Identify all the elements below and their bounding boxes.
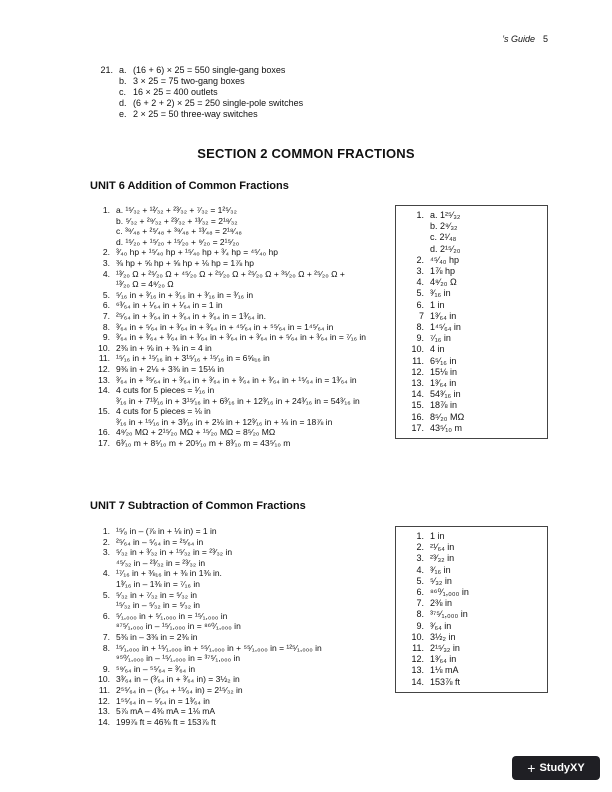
solution-row bbox=[90, 438, 366, 449]
solution-row bbox=[90, 237, 366, 248]
item-number: 11. bbox=[98, 353, 110, 364]
item-text: 1 in bbox=[430, 299, 445, 310]
item-number: 14. bbox=[411, 389, 424, 400]
item-number: 6. bbox=[416, 587, 424, 598]
answer-row bbox=[404, 277, 547, 288]
item-number: 13. bbox=[411, 378, 424, 389]
item-text: 54³⁄₁₆ in bbox=[430, 389, 461, 400]
item-number bbox=[90, 579, 116, 590]
item-number: 9. bbox=[416, 333, 424, 344]
item-text: 4⁸⁄₂₀ Ω bbox=[430, 277, 457, 288]
item-number: 1. bbox=[102, 205, 110, 215]
item-number: 14. bbox=[98, 716, 110, 727]
item-text: ⁸⁶⁰⁄₁,₀₀₀ in bbox=[430, 587, 469, 598]
answer-row bbox=[404, 389, 547, 400]
item-text: ⁵⁄₁,₀₀₀ in + ⁵⁄₁,₀₀₀ in = ¹⁵⁄₁,₀₀₀ in bbox=[116, 610, 228, 621]
item-number: 5. bbox=[416, 288, 424, 299]
item-number: 4. bbox=[416, 277, 424, 288]
item-text: 9⅜ in + 2⅛ + 3⅜ in = 15⅛ in bbox=[116, 363, 224, 374]
item-number: 5. bbox=[102, 589, 110, 600]
solution-row bbox=[90, 385, 366, 396]
item-text: ⁶³⁄₆₄ in + ¹⁄₆₄ in + ¹⁄₆₄ in = 1 in bbox=[116, 300, 223, 311]
answer-row bbox=[404, 576, 547, 587]
item-text: a. ¹⁵⁄₃₂ + ¹²⁄₃₂ + ²³⁄₃₂ + ⁷⁄₃₂ = 1²⁵⁄₃₂ bbox=[116, 205, 237, 215]
item-text: b. ⁵⁄₃₂ + ²⁹⁄₃₂ + ²³⁄₃₂ + ¹³⁄₃₂ = 2¹⁸⁄₃₂ bbox=[116, 215, 238, 226]
solution-row bbox=[90, 269, 366, 280]
unit6-answer-box bbox=[395, 205, 548, 439]
answer-row bbox=[404, 565, 547, 576]
item-number: 13. bbox=[411, 665, 424, 676]
item-letter: c. bbox=[119, 87, 127, 97]
header-title: ’s Guide bbox=[502, 34, 535, 44]
solution-row bbox=[90, 547, 322, 558]
item-number bbox=[90, 621, 116, 632]
item-text: 1⅛ mA bbox=[430, 665, 459, 676]
item-text: a. 1²⁵⁄₃₂ bbox=[430, 210, 461, 220]
item-text: ⁵⁹⁄₆₄ in – ⁵⁵⁄₆₄ = ³⁄₆₄ in bbox=[116, 663, 196, 674]
item-number: 6. bbox=[102, 610, 110, 621]
answer-row bbox=[404, 587, 547, 598]
item-text: c. ³⁹⁄₄₈ + ²⁵⁄₄₈ + ³⁹⁄₄₈ + ¹³⁄₄₈ = 2¹⁸⁄₄₈ bbox=[116, 226, 242, 237]
solution-row bbox=[90, 417, 366, 428]
item-text: d. ¹⁵⁄₂₀ + ¹⁵⁄₂₀ + ¹⁵⁄₂₀ + ⁹⁄₂₀ = 2¹⁵⁄₂₀ bbox=[116, 236, 240, 247]
item-number bbox=[90, 76, 119, 87]
item-number bbox=[90, 600, 116, 611]
item-text: ⁹⁵⁰⁄₁,₀₀₀ in – ¹⁵⁄₁,₀₀₀ in = ³⁷⁵⁄₁,₀₀₀ in bbox=[116, 653, 241, 664]
item-text: ¹⁵⁄₁₆ in + ¹⁵⁄₁₆ in + 3¹⁵⁄₁₆ + ¹⁵⁄₁₆ in = 6⅝₁₆ in bbox=[116, 353, 270, 364]
answer-row bbox=[404, 632, 547, 643]
answer-row bbox=[404, 412, 547, 423]
answer-row bbox=[404, 344, 547, 355]
solution-row bbox=[90, 643, 322, 654]
item-text: ¹⁵⁄₃₂ in – ⁵⁄₃₂ in = ⁵⁄₃₂ in bbox=[116, 600, 201, 611]
item-text: 16 × 25 = 400 outlets bbox=[133, 87, 218, 97]
item-number: 15. bbox=[411, 400, 424, 411]
item-number: 5. bbox=[416, 575, 424, 586]
item-number: 11. bbox=[412, 355, 424, 366]
item-number: 2. bbox=[102, 247, 110, 258]
solution-row bbox=[90, 590, 322, 601]
item-number bbox=[90, 653, 116, 664]
item-letter: e. bbox=[119, 109, 127, 119]
item-number: 14. bbox=[98, 385, 110, 396]
item-number: 9. bbox=[102, 332, 110, 343]
item-number bbox=[404, 232, 430, 243]
running-header bbox=[502, 34, 548, 44]
answer-row bbox=[404, 542, 547, 553]
item-text: 1³⁄₆₄ in bbox=[430, 654, 457, 665]
plus-icon: + bbox=[527, 760, 536, 776]
item-number: 6. bbox=[102, 300, 110, 311]
item-number: 9. bbox=[416, 620, 424, 631]
item-letter: b. bbox=[119, 76, 127, 86]
answer-row bbox=[404, 232, 547, 243]
item-text: 1⅞ hp bbox=[430, 266, 456, 277]
item-number: 1. bbox=[102, 526, 110, 536]
answer-row bbox=[404, 244, 547, 255]
item-text: ²³⁄₃₂ in bbox=[430, 553, 455, 564]
item-number: 7. bbox=[102, 310, 110, 321]
answer-row bbox=[404, 356, 547, 367]
item-text: 3³⁄₆₄ in – (³⁄₆₄ in + ³⁄₆₄ in) = 3½₂ in bbox=[116, 674, 240, 685]
solution-row bbox=[90, 717, 322, 728]
solution-row bbox=[90, 558, 322, 569]
solution-row bbox=[90, 279, 366, 290]
item-text: 1 in bbox=[430, 531, 445, 541]
item-text: ⁴⁵⁄₄₀ hp bbox=[430, 254, 460, 265]
item-text: ³⁄₆₄ in + ³⁄₆₄ + ³⁄₆₄ in + ³⁄₆₄ in + ³⁄₆₄ in + ³⁄₆₄ in + ⁵⁄₆₄ in + ³⁄₆₄ in = ⁷⁄₁₆ in bbox=[116, 332, 366, 343]
solution-row bbox=[90, 247, 366, 258]
item-number bbox=[90, 109, 119, 120]
problem-21-row bbox=[90, 65, 303, 76]
item-text: ²⁵⁄₆₄ in – ⁵⁄₆₄ in = ²⁵⁄₆₄ in bbox=[116, 536, 204, 547]
item-text: ³⁄₁₆ in + 7¹³⁄₁₆ in + 3¹⁵⁄₁₆ in + 6³⁄₁₆ in + 12³⁄₁₆ in + 24³⁄₁₆ in = 54³⁄₁₆ in bbox=[116, 395, 360, 406]
answer-row bbox=[404, 288, 547, 299]
item-text: 5⅞ mA – 4⅜ mA = 1⅛ mA bbox=[116, 706, 215, 717]
item-number bbox=[404, 244, 430, 255]
unit7-solutions bbox=[90, 526, 322, 727]
answer-row bbox=[404, 311, 547, 322]
item-number: 9. bbox=[102, 663, 110, 674]
problem-21-row bbox=[90, 87, 303, 98]
item-text: 18⅞ in bbox=[430, 400, 458, 411]
answer-row bbox=[404, 300, 547, 311]
item-text: d. 2¹⁵⁄₂₀ bbox=[430, 243, 461, 254]
answer-row bbox=[404, 643, 547, 654]
solution-row bbox=[90, 406, 366, 417]
item-text: 2¹⁵⁄₃₂ in bbox=[430, 643, 460, 654]
item-text: ³⁄₄₀ hp + ¹⁵⁄₄₀ hp + ¹⁵⁄₄₀ hp + ³⁄₄ hp = ⁴⁵⁄₄₀ hp bbox=[116, 247, 278, 258]
item-text: ²⁵⁄₆₄ in + ³⁄₆₄ in + ³⁄₆₄ in + ³⁄₆₄ in = 1³⁄₆₄ in. bbox=[116, 310, 266, 321]
item-text: ⁴⁵⁄₃₂ in – ²³⁄₃₂ in = ²³⁄₃₂ in bbox=[116, 557, 206, 568]
solution-row bbox=[90, 674, 322, 685]
answer-row bbox=[404, 677, 547, 688]
item-text: 1³⁄₁₆ in – 1⅜ in = ⁷⁄₁₆ in bbox=[116, 578, 200, 589]
item-number bbox=[90, 237, 116, 248]
solution-row bbox=[90, 696, 322, 707]
solution-row bbox=[90, 611, 322, 622]
item-number: 13. bbox=[98, 374, 110, 385]
item-number: 12. bbox=[411, 654, 424, 665]
item-text: ⁵⁄₃₂ in + ⁷⁄₃₂ in = ⁵⁄₃₂ in bbox=[116, 589, 197, 600]
item-letter: a. bbox=[119, 65, 127, 75]
solution-row bbox=[90, 653, 322, 664]
item-text: 6³⁄₁₀ m + 8⁵⁄₁₀ m + 20⁵⁄₁₀ m + 8³⁄₁₀ m = 43⁵⁄₁₀ m bbox=[116, 438, 291, 449]
item-number: 10. bbox=[98, 674, 110, 685]
item-number: 4. bbox=[102, 268, 110, 279]
item-number: 3. bbox=[416, 553, 424, 564]
item-number bbox=[90, 279, 116, 290]
item-text: ⅜ hp + ⅝ hp + ⅝ hp + ⅛ hp = 1⅞ hp bbox=[116, 257, 255, 268]
item-text: ³⁄₁₆ in + ¹⁵⁄₁₆ in + 3³⁄₁₆ in + 2⅛ in + 12³⁄₁₆ in + ⅛ in = 18⅞ in bbox=[116, 416, 333, 427]
answer-row bbox=[404, 598, 547, 609]
problem-21-row bbox=[90, 109, 303, 120]
answer-row bbox=[404, 400, 547, 411]
item-number: 10. bbox=[98, 342, 110, 353]
answer-row bbox=[404, 210, 547, 221]
solution-row bbox=[90, 300, 366, 311]
item-text: 1⁴⁵⁄₆₄ in bbox=[430, 322, 461, 333]
answer-row bbox=[404, 266, 547, 277]
item-text: (6 + 2 + 2) × 25 = 250 single-pole switches bbox=[133, 98, 304, 108]
item-number: 10. bbox=[411, 344, 424, 355]
item-text: 4⁸⁄₂₀ MΩ + 2¹⁵⁄₂₀ MΩ + ¹⁵⁄₂₀ MΩ = 8⁵⁄₂₀ MΩ bbox=[116, 427, 276, 438]
problem-21-row bbox=[90, 98, 303, 109]
item-text: ¹³⁄₂₀ Ω = 4⁸⁄₂₀ Ω bbox=[116, 279, 174, 290]
studyxy-logo[interactable] bbox=[512, 756, 600, 780]
item-number: 3. bbox=[416, 266, 424, 277]
item-text: 5⅜ in – 3⅜ in = 2⅜ in bbox=[116, 631, 198, 642]
solution-row bbox=[90, 353, 366, 364]
unit6-solutions bbox=[90, 205, 366, 449]
item-number: 2. bbox=[416, 542, 424, 553]
item-text: 4 in bbox=[430, 344, 445, 355]
item-text: 15⅛ in bbox=[430, 366, 458, 377]
item-text: 8⁵⁄₂₀ MΩ bbox=[430, 411, 465, 422]
problem-21-row bbox=[90, 76, 303, 87]
section-title: SECTION 2 COMMON FRACTIONS bbox=[197, 146, 415, 161]
item-number: 8. bbox=[102, 321, 110, 332]
item-number bbox=[90, 226, 116, 237]
item-letter: d. bbox=[119, 98, 127, 108]
problem-21-list bbox=[90, 65, 303, 120]
item-number: 14. bbox=[411, 676, 424, 687]
answer-row bbox=[404, 378, 547, 389]
item-text: ⁵⁄₁₆ in + ³⁄₁₆ in + ³⁄₁₆ in + ³⁄₁₆ in = ³⁄₁₆ in bbox=[116, 289, 254, 300]
item-text: b. 2⁹⁄₃₂ bbox=[430, 221, 458, 232]
item-number bbox=[90, 417, 116, 428]
item-number: 13. bbox=[98, 706, 110, 717]
page-number: 5 bbox=[542, 34, 548, 44]
item-text: 4 cuts for 5 pieces = ¹⁄₁₆ in bbox=[116, 385, 215, 396]
item-number: 1. bbox=[416, 210, 424, 220]
item-text: ³⁷⁵⁄₁,₀₀₀ in bbox=[430, 609, 468, 620]
item-text: ¹⁷⁄₁₆ in + ⅜₁₆ in + ⅜ in 1⅜ in. bbox=[116, 568, 222, 579]
item-number bbox=[90, 98, 119, 109]
item-number: 3. bbox=[102, 547, 110, 558]
item-text: ³⁄₁₆ in bbox=[430, 564, 451, 575]
item-number bbox=[404, 221, 430, 232]
solution-row bbox=[90, 664, 322, 675]
item-number: 3. bbox=[102, 257, 110, 268]
answer-row bbox=[404, 255, 547, 266]
answer-row bbox=[404, 367, 547, 378]
solution-row bbox=[90, 258, 366, 269]
item-text: ²¹⁄₆₄ in bbox=[430, 542, 455, 553]
item-text: 6⁵⁄₁₆ in bbox=[430, 355, 457, 366]
solution-row bbox=[90, 216, 366, 227]
item-text: (16 + 6) × 25 = 550 single-gang boxes bbox=[133, 65, 286, 75]
item-text: 3½₂ in bbox=[430, 631, 456, 642]
item-text: 2 × 25 = 50 three-way switches bbox=[133, 109, 258, 119]
item-text: ³⁄₆₄ in + ⁵⁄₆₄ in + ³⁄₆₄ in + ³⁄₆₄ in + ⁴⁵⁄₆₄ in + ⁵⁵⁄₆₄ in = 1⁴⁵⁄₆₄ in bbox=[116, 321, 334, 332]
item-number: 17. bbox=[411, 422, 424, 433]
item-text: ³⁄₁₆ in bbox=[430, 288, 451, 299]
solution-row bbox=[90, 205, 366, 216]
item-text: c. 2¹⁄₄₈ bbox=[430, 232, 457, 243]
answer-row bbox=[404, 665, 547, 676]
item-text: 1³⁄₆₄ in bbox=[430, 378, 457, 389]
unit6-title: UNIT 6 Addition of Common Fractions bbox=[90, 180, 289, 192]
solution-row bbox=[90, 332, 366, 343]
item-text: 153⅞ ft bbox=[430, 676, 461, 687]
item-text: ³⁄₆₄ in bbox=[430, 620, 452, 631]
solution-row bbox=[90, 579, 322, 590]
answer-row bbox=[404, 333, 547, 344]
item-number: 8. bbox=[416, 322, 424, 333]
answer-row bbox=[404, 322, 547, 333]
answer-row bbox=[404, 531, 547, 542]
item-text: 2⅜ in + ⅝ in + ⅜ in = 4 in bbox=[116, 342, 212, 353]
item-number: 11. bbox=[98, 684, 110, 695]
item-number: 15. bbox=[98, 406, 110, 417]
item-number bbox=[90, 216, 116, 227]
item-number bbox=[90, 87, 119, 98]
solution-row bbox=[90, 526, 322, 537]
item-text: 2⅜ in bbox=[430, 598, 453, 609]
item-number: 16. bbox=[411, 411, 424, 422]
solution-row bbox=[90, 621, 322, 632]
item-number: 7 bbox=[418, 310, 424, 321]
solution-row bbox=[90, 375, 366, 386]
solution-row bbox=[90, 568, 322, 579]
item-number: 2. bbox=[416, 254, 424, 265]
item-number bbox=[90, 558, 116, 569]
item-number: 11. bbox=[412, 643, 424, 654]
item-text: ¹⁵⁄₁,₀₀₀ in + ¹⁵⁄₁,₀₀₀ in + ⁵⁵⁄₁,₀₀₀ in + ⁵⁵⁄₁,₀₀₀ in = ¹²⁵⁄₁,₀₀₀ in bbox=[116, 642, 322, 653]
solution-row bbox=[90, 632, 322, 643]
solution-row bbox=[90, 290, 366, 301]
item-text: 43⁵⁄₁₀ m bbox=[430, 422, 463, 433]
logo-text: StudyXY bbox=[539, 762, 585, 774]
item-number: 12. bbox=[411, 366, 424, 377]
item-number: 12. bbox=[98, 695, 110, 706]
item-number: 5. bbox=[102, 289, 110, 300]
item-number: 8. bbox=[416, 609, 424, 620]
solution-row bbox=[90, 396, 366, 407]
item-text: 1⁵⁵⁄₆₄ in – ⁵⁄₆₄ in = 1³⁄₆₄ in bbox=[116, 695, 210, 706]
item-text: ⁵⁄₃₂ in bbox=[430, 575, 452, 586]
item-number: 12. bbox=[98, 363, 110, 374]
item-text: ³⁄₆₄ in + ³⁵⁄₆₄ in + ³⁄₆₄ in + ³⁄₆₄ in + ³⁄₆₄ in + ³⁄₆₄ in + ¹⁵⁄₆₄ in = 1³⁄₆₄ in bbox=[116, 374, 357, 385]
unit7-title: UNIT 7 Subtraction of Common Fractions bbox=[90, 500, 306, 512]
answer-row bbox=[404, 221, 547, 232]
unit7-answer-box bbox=[395, 526, 548, 693]
item-number: 2. bbox=[102, 536, 110, 547]
answer-row bbox=[404, 553, 547, 564]
item-text: 4 cuts for 5 pieces = ⅛ in bbox=[116, 406, 211, 417]
item-text: ⁸⁷⁵⁄₁,₀₀₀ in – ¹⁵⁄₁,₀₀₀ in = ⁸⁶⁰⁄₁,₀₀₀ in bbox=[116, 621, 241, 632]
item-text: 2⁵⁵⁄₆₄ in – (³⁄₆₄ + ¹⁵⁄₆₄ in) = 2¹⁵⁄₃₂ in bbox=[116, 684, 243, 695]
item-number: 10. bbox=[411, 631, 424, 642]
solution-row bbox=[90, 427, 366, 438]
answer-row bbox=[404, 423, 547, 434]
answer-row bbox=[404, 621, 547, 632]
item-number: 21. bbox=[100, 65, 113, 75]
solution-row bbox=[90, 364, 366, 375]
item-number: 7. bbox=[102, 631, 110, 642]
solution-row bbox=[90, 537, 322, 548]
item-text: 199⅞ ft = 46⅜ ft = 153⅞ ft bbox=[116, 716, 216, 727]
item-number: 8. bbox=[102, 642, 110, 653]
item-text: 3 × 25 = 75 two-gang boxes bbox=[133, 76, 245, 86]
item-number: 16. bbox=[98, 427, 110, 438]
solution-row bbox=[90, 343, 366, 354]
solution-row bbox=[90, 322, 366, 333]
item-number: 4. bbox=[416, 564, 424, 575]
answer-row bbox=[404, 654, 547, 665]
item-number: 4. bbox=[102, 568, 110, 579]
item-number: 6. bbox=[416, 299, 424, 310]
solution-row bbox=[90, 706, 322, 717]
solution-row bbox=[90, 226, 366, 237]
item-text: ⁷⁄₁₆ in bbox=[430, 333, 451, 344]
solution-row bbox=[90, 311, 366, 322]
answer-row bbox=[404, 609, 547, 620]
solution-row bbox=[90, 685, 322, 696]
item-text: ¹³⁄₂₀ Ω + ²⁵⁄₂₀ Ω + ⁴⁵⁄₂₀ Ω + ²⁵⁄₂₀ Ω + ²⁵⁄₂₀ Ω + ³⁵⁄₂₀ Ω + ²⁵⁄₂₀ Ω + bbox=[116, 268, 345, 279]
item-number: 1. bbox=[416, 531, 424, 541]
item-number bbox=[90, 396, 116, 407]
item-number: 7. bbox=[416, 598, 424, 609]
item-text: ¹⁵⁄₈ in – (⅞ in + ⅛ in) = 1 in bbox=[116, 526, 217, 536]
item-text: ⁵⁄₃₂ in + ³⁄₃₂ in + ¹⁵⁄₃₂ in = ²³⁄₃₂ in bbox=[116, 547, 233, 558]
solution-row bbox=[90, 600, 322, 611]
item-number: 17. bbox=[98, 438, 110, 449]
item-text: 1³⁄₆₄ in bbox=[430, 310, 457, 321]
